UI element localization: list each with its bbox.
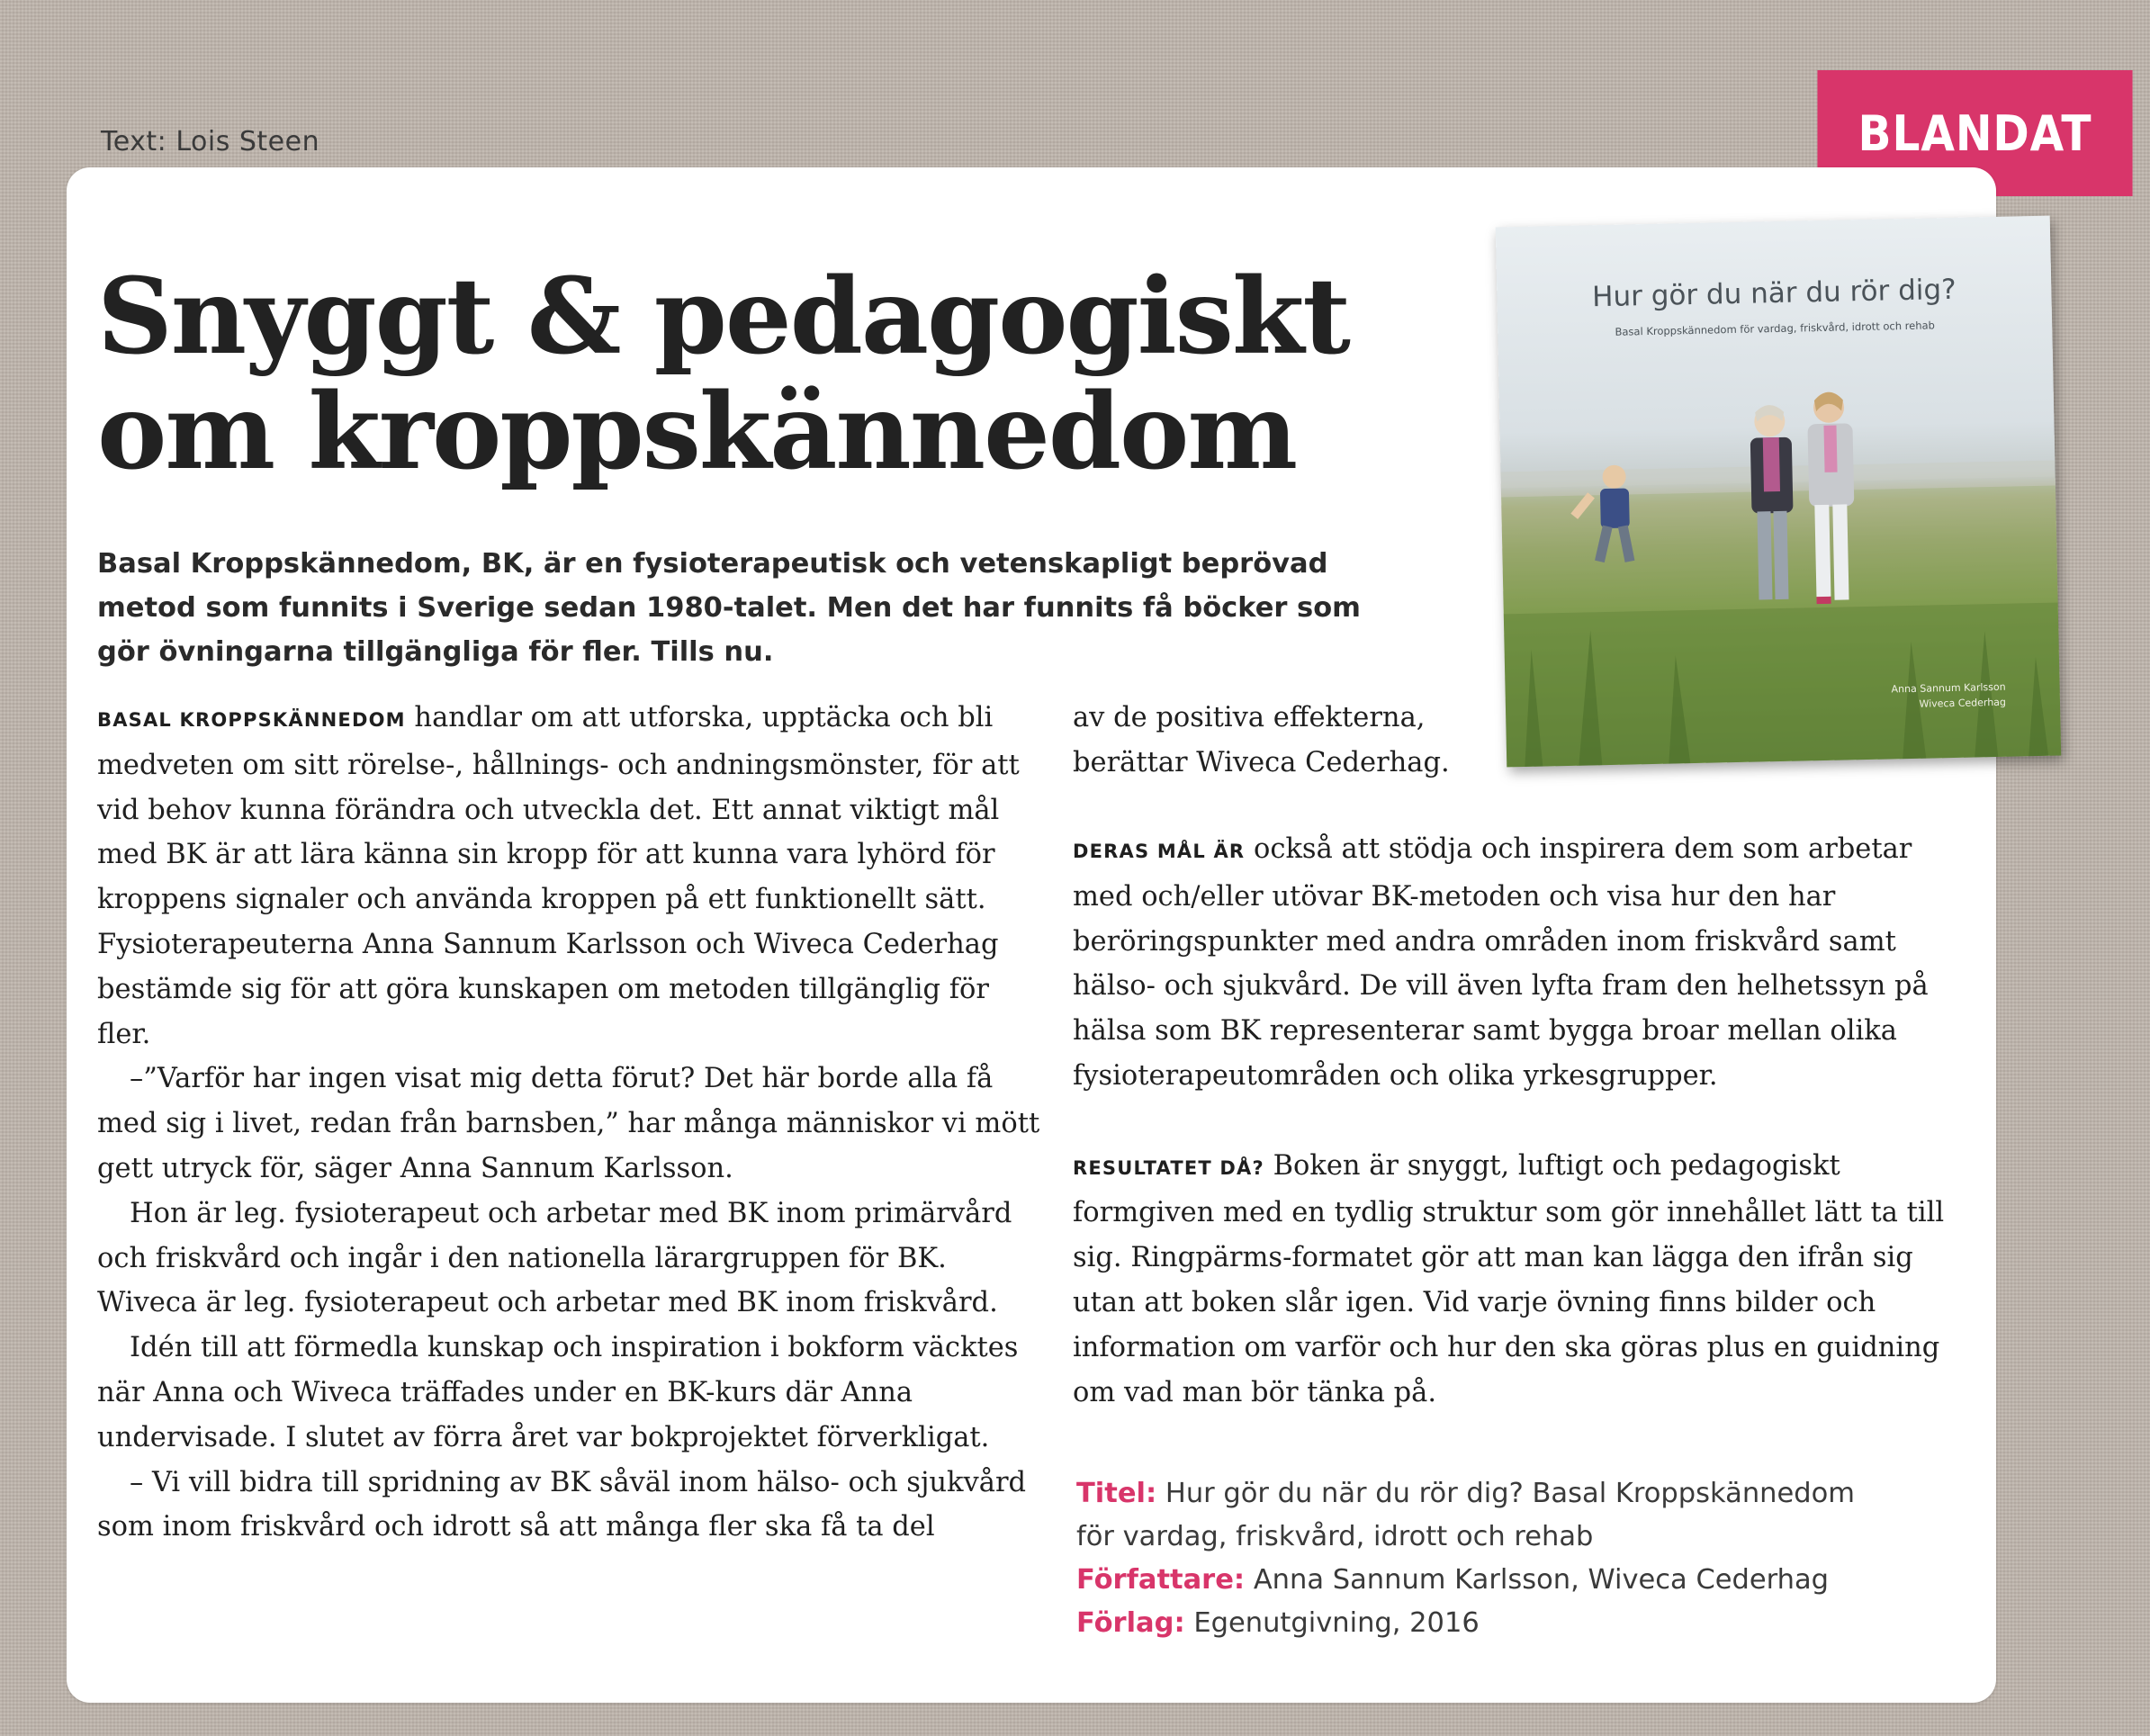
book-cover-subtitle: Basal Kroppskännedom för vardag, friskvård, idrott och rehab xyxy=(1615,319,1936,338)
facts-label: Författare: xyxy=(1076,1564,1246,1596)
headline xyxy=(97,256,1349,493)
paragraph-lead-in: RESULTATET DÅ? xyxy=(1073,1156,1264,1179)
facts-author-row xyxy=(1076,1559,1958,1602)
book-cover-author: Anna Sannum Karlsson xyxy=(1891,680,2006,696)
paragraph-lead-in: DERAS MÅL ÄR xyxy=(1073,841,1246,862)
body-paragraph xyxy=(1073,1144,1973,1416)
headline-line-2: om kroppskännedom xyxy=(97,371,1297,493)
body-column-left xyxy=(97,696,1042,1550)
book-cover-title: Hur gör du när du rör dig? xyxy=(1591,273,1957,314)
facts-value: Anna Sannum Karlsson, Wiveca Cederhag xyxy=(1245,1564,1830,1596)
paragraph-lead-in: BASAL KROPPSKÄNNEDOM xyxy=(97,709,406,731)
body-paragraph: Hon är leg. fysioterapeut och arbetar med BK inom primärvård och friskvård och ingår i den nationella lärargruppen för BK. Wiveca är leg. fysioterapeut och arbetar med BK inom friskvård. xyxy=(97,1197,1012,1319)
paragraph-text: Boken är snyggt, luftigt och pedagogiskt formgiven med en tydlig struktur som gör innehållet lätt ta till sig. Ringpärms-formatet gör att man kan lägga den ifrån sig utan att boken slår igen. Vid varje övning finns bilder och information om varför och hur den ska göras plus en guidning om vad man bör tänka på. xyxy=(1073,1149,1945,1408)
facts-title-row-cont: för vardag, friskvård, idrott och rehab xyxy=(1076,1521,1594,1552)
quote-paragraph: – Vi vill bidra till spridning av BK såväl inom hälso- och sjukvård som inom friskvård och idrott så att många fler ska få ta del xyxy=(97,1466,1027,1543)
section-tag: BLANDAT xyxy=(1817,70,2132,196)
byline: Text: Lois Steen xyxy=(101,126,320,157)
facts-value: Egenutgivning, 2016 xyxy=(1184,1607,1480,1639)
facts-label: Titel: xyxy=(1076,1478,1157,1509)
facts-title-row xyxy=(1076,1472,1958,1516)
facts-value: Hur gör du när du rör dig? Basal Kroppskännedom xyxy=(1156,1478,1855,1509)
body-column-right xyxy=(1073,827,1973,1415)
book-cover-authors xyxy=(1891,679,2006,713)
book-cover-author: Wiveca Cederhag xyxy=(1919,696,2007,710)
lead-paragraph: Basal Kroppskännedom, BK, är en fysioterapeutisk och vetenskapligt beprövad metod som funnits i Sverige sedan 1980-talet. Men det har funnits få böcker som gör övningarna tillgängliga för fler. Tills nu. xyxy=(97,548,1361,668)
book-cover-image xyxy=(1496,216,2061,768)
book-facts-box xyxy=(1076,1472,1958,1645)
facts-label: Förlag: xyxy=(1076,1607,1185,1639)
body-paragraph: Idén till att förmedla kunskap och inspiration i bokform väcktes när Anna och Wiveca träffades under en BK-kurs där Anna undervisade. I slutet av förra året var bokprojektet förverkligat. xyxy=(97,1332,1019,1453)
body-paragraph xyxy=(1073,827,1973,1099)
body-column-right-continuation xyxy=(1073,696,1490,786)
paragraph-text: handlar om att utforska, upptäcka och bli medveten om sitt rörelse-, hållnings- och andningsmönster, för att vid behov kunna förändra och utveckla det. Ett annat viktigt mål med BK är att lära känna sin kropp för att kunna vara lyhörd för kroppens signaler och använda kroppen på ett funktionellt sätt. Fysioterapeuterna Anna Sannum Karlsson och Wiveca Cederhag bestämde sig för att göra kunskapen om metoden tillgänglig för fler. xyxy=(97,702,1020,1050)
headline-line-1: Snyggt & pedagogiskt xyxy=(97,256,1349,378)
quote-paragraph: –”Varför har ingen visat mig detta förut? Det här borde alla få med sig i livet, redan från barnsben,” har många människor vi mött gett utryck för, säger Anna Sannum Karlsson. xyxy=(97,1063,1040,1184)
body-paragraph xyxy=(97,696,1042,1057)
continuation-text: av de positiva effekterna, berättar Wiveca Cederhag. xyxy=(1073,702,1450,778)
paragraph-text: också att stödja och inspirera dem som arbetar med och/eller utövar BK-metoden och visa hur den har beröringspunkter med andra områden inom friskvård samt hälso- och sjukvård. De vill även lyfta fram den helhetssyn på hälsa som BK representerar samt bygga broar mellan olika fysioterapeutområden och olika yrkesgrupper. xyxy=(1073,833,1929,1092)
facts-publisher-row xyxy=(1076,1602,1958,1645)
